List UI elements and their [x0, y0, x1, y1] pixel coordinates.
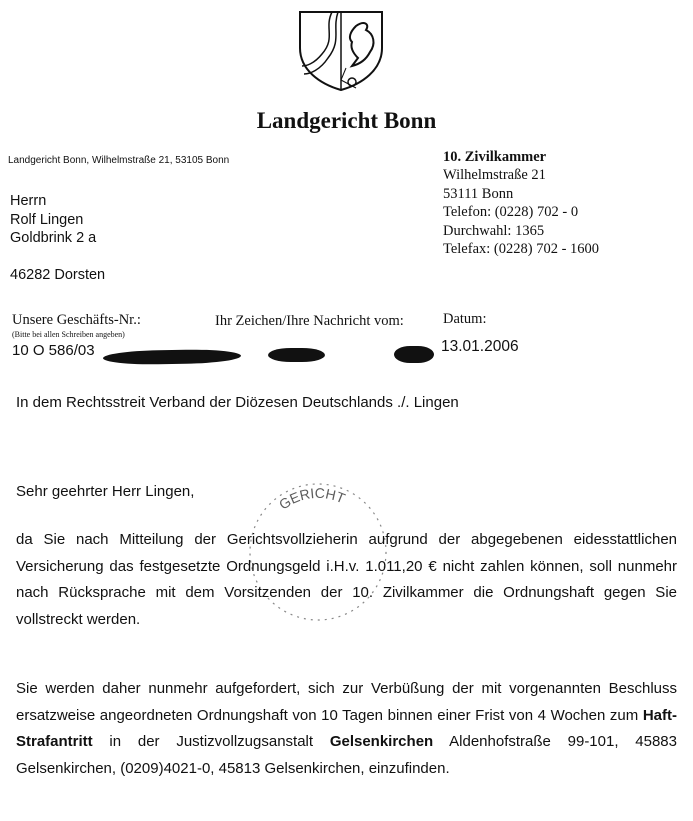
date-label: Datum:	[443, 311, 487, 327]
date-value: 13.01.2006	[441, 338, 519, 355]
our-reference-label: Unsere Geschäfts-Nr.:	[12, 312, 141, 328]
chamber-extension: Durchwahl: 1365	[443, 222, 545, 239]
chamber-fax: Telefax: (0228) 702 - 1600	[443, 241, 600, 258]
para2-text-c: Aldenhofstraße 99-101, 45883 Gelsenkirchen, (0209)4021-0, 45813 Gelsenkirchen, einzufinden.	[16, 733, 677, 777]
para2-bold-haft: Haft-Strafantritt	[16, 706, 677, 750]
recipient-street: Goldbrink 2 a	[10, 230, 97, 246]
redaction-mark	[103, 349, 241, 365]
svg-text:GERICHT	[276, 485, 348, 513]
body-paragraph-1: da Sie nach Mitteilung der Gerichtsvollzieherin aufgrund der abgegebenen eidesstattlichen Versicherung das festgesetzte Ordnungsgeld i.H.v. 1.011,20 € nicht zahlen können, soll nunmehr nach Rücksprache mit dem Vorsitzenden der 10. Zivilkammer die Ordnungshaft gegen Sie vollstreckt werden.	[16, 531, 677, 628]
chamber-name: 10. Zivilkammer	[443, 149, 547, 165]
your-reference-label: Ihr Zeichen/Ihre Nachricht vom:	[215, 313, 404, 329]
sender-address-line: Landgericht Bonn, Wilhelmstraße 21, 53105 Bonn	[8, 155, 230, 166]
chamber-contact-block	[443, 148, 599, 258]
coat-of-arms-icon	[296, 8, 386, 92]
para2-text-a: Sie werden daher nunmehr aufgefordert, sich zur Verbüßung der mit vorgenannten Beschluss ersatzweise angeordneten Ordnungshaft von 10 Tagen binnen einer Frist von 4 Wochen zum	[16, 680, 677, 724]
our-reference-value: 10 O 586/03	[12, 342, 95, 359]
letter-salutation: Sehr geehrter Herr Lingen,	[16, 483, 195, 500]
chamber-city: 53111 Bonn	[443, 185, 514, 202]
recipient-name: Rolf Lingen	[10, 211, 84, 228]
chamber-street: Wilhelmstraße 21	[443, 167, 546, 184]
chamber-phone: Telefon: (0228) 702 - 0	[443, 204, 579, 221]
stamp-text: GERICHT	[275, 484, 348, 513]
recipient-address	[10, 192, 96, 248]
body-paragraph-2	[16, 676, 677, 782]
para2-bold-jva: Gelsenkirchen	[329, 733, 434, 750]
our-reference-note: (Bitte bei allen Schreiben angeben)	[12, 330, 125, 339]
recipient-salutation: Herrn	[10, 193, 47, 209]
redaction-mark	[268, 348, 325, 362]
para2-text-b: in der Justizvollzugsanstalt	[92, 733, 330, 750]
case-subject-line: In dem Rechtsstreit Verband der Diözesen Deutschlands ./. Lingen	[16, 394, 459, 411]
recipient-city: 46282 Dorsten	[10, 267, 106, 283]
court-title: Landgericht Bonn	[256, 108, 437, 133]
redaction-mark	[394, 346, 434, 363]
